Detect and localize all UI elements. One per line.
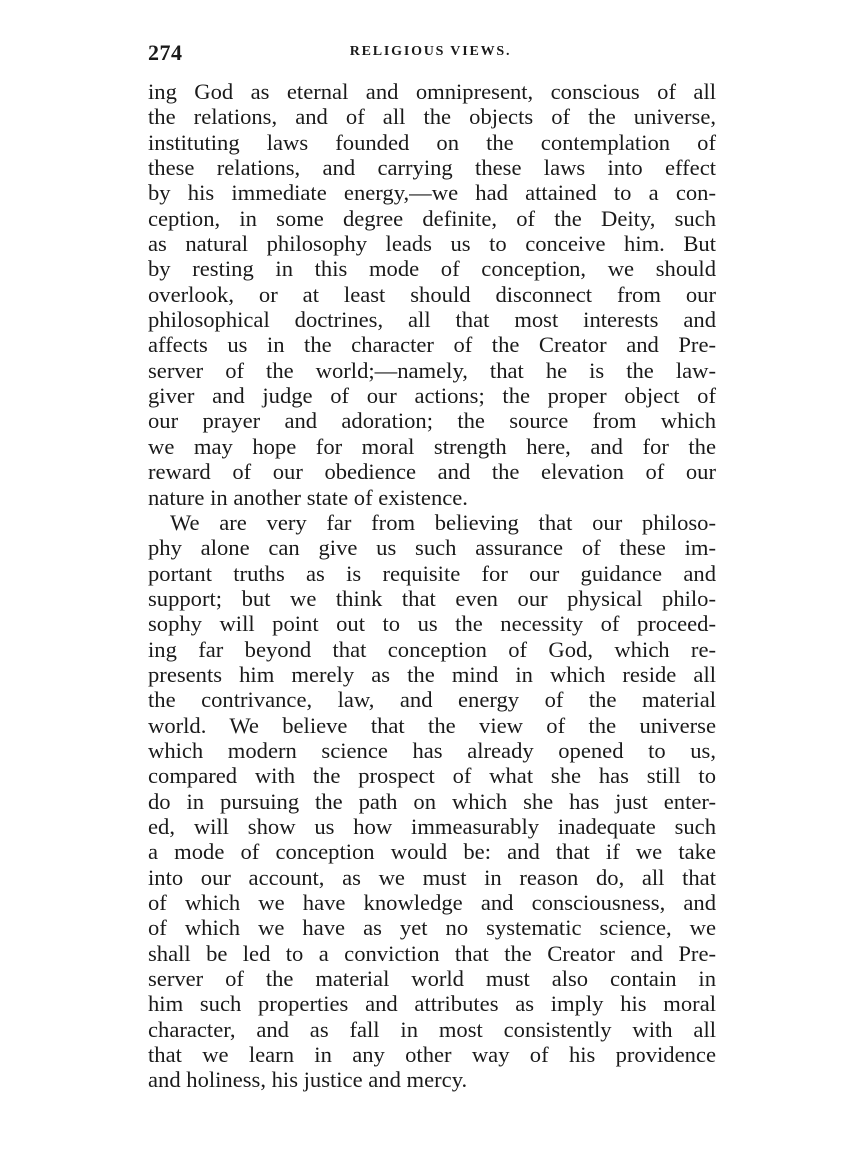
text-line: that we learn in any other way of his providence bbox=[148, 1042, 716, 1068]
paragraph-2 bbox=[148, 510, 716, 1093]
text-line: into our account, as we must in reason do, all that bbox=[148, 864, 716, 890]
text-line: nature in another state of existence. bbox=[148, 484, 468, 510]
running-head bbox=[148, 40, 713, 64]
text-line: portant truths as is requisite for our guidance and bbox=[148, 560, 716, 586]
text-line: server of the material world must also contain in bbox=[148, 966, 716, 992]
text-line: compared with the prospect of what she has still to bbox=[148, 763, 716, 789]
text-line: our prayer and adoration; the source from which bbox=[148, 408, 716, 434]
text-line: ed, will show us how immeasurably inadequate such bbox=[148, 813, 716, 839]
text-line: instituting laws founded on the contemplation of bbox=[148, 129, 716, 155]
body-text bbox=[148, 79, 716, 1093]
text-line: him such properties and attributes as imply his moral bbox=[148, 991, 716, 1017]
text-line: of which we have as yet no systematic science, we bbox=[148, 915, 716, 941]
text-line: affects us in the character of the Creator and Pre- bbox=[148, 332, 716, 358]
text-line: reward of our obedience and the elevation of our bbox=[148, 459, 716, 485]
paragraph-1 bbox=[148, 79, 716, 510]
text-line: phy alone can give us such assurance of these im- bbox=[148, 535, 716, 561]
text-line: which modern science has already opened to us, bbox=[148, 737, 716, 763]
text-line: ception, in some degree definite, of the Deity, such bbox=[148, 205, 716, 231]
text-line: We are very far from believing that our philoso- bbox=[170, 509, 716, 535]
running-title: RELIGIOUS VIEWS. bbox=[349, 44, 512, 59]
text-line: sophy will point out to us the necessity of proceed- bbox=[148, 611, 716, 637]
text-line: giver and judge of our actions; the proper object of bbox=[148, 383, 716, 409]
text-line: shall be led to a conviction that the Creator and Pre- bbox=[148, 940, 716, 966]
text-line: philosophical doctrines, all that most interests and bbox=[148, 307, 716, 333]
text-line: overlook, or at least should disconnect from our bbox=[148, 281, 716, 307]
text-line: the contrivance, law, and energy of the material bbox=[148, 687, 716, 713]
text-line: the relations, and of all the objects of the universe, bbox=[148, 104, 716, 130]
text-line: support; but we think that even our physical philo- bbox=[148, 585, 716, 611]
text-line: ing far beyond that conception of God, which re- bbox=[148, 636, 716, 662]
text-line: and holiness, his justice and mercy. bbox=[148, 1067, 468, 1093]
text-line: of which we have knowledge and consciousness, and bbox=[148, 890, 716, 915]
text-line: a mode of conception would be: and that if we take bbox=[148, 839, 716, 865]
text-line: ing God as eternal and omnipresent, conscious of all bbox=[148, 79, 716, 104]
text-line: by resting in this mode of conception, we should bbox=[148, 256, 716, 282]
text-line: character, and as fall in most consistently with all bbox=[148, 1016, 716, 1042]
page-number: 274 bbox=[148, 40, 183, 65]
text-line: world. We believe that the view of the universe bbox=[148, 712, 716, 738]
text-line: presents him merely as the mind in which reside all bbox=[148, 661, 716, 687]
text-line: as natural philosophy leads us to conceive him. But bbox=[148, 231, 716, 257]
text-line: do in pursuing the path on which she has just enter- bbox=[148, 788, 716, 814]
text-line: by his immediate energy,—we had attained to a con- bbox=[148, 180, 716, 206]
text-line: server of the world;—namely, that he is the law- bbox=[148, 357, 716, 383]
text-line: we may hope for moral strength here, and for the bbox=[148, 433, 716, 459]
text-line: these relations, and carrying these laws into effect bbox=[148, 155, 716, 181]
